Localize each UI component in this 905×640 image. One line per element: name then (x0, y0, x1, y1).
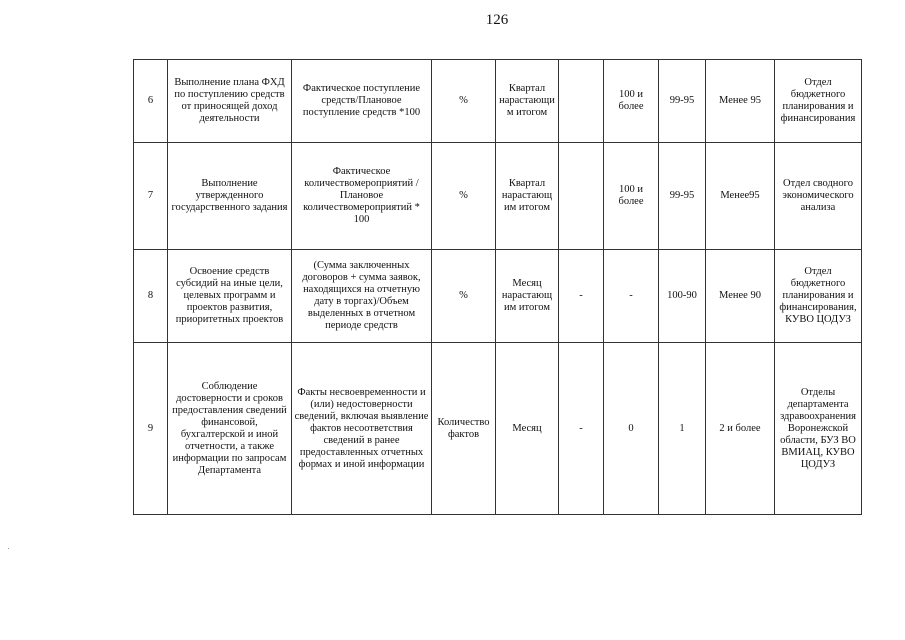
value-cell: Менее95 (706, 143, 775, 250)
value-cell: - (604, 250, 659, 343)
indicators-table (133, 59, 862, 515)
period-cell: Месяц нарастающ им итогом (496, 250, 559, 343)
value-cell: 100 и более (604, 60, 659, 143)
calculation-formula: (Сумма заключенных договоров + сумма заявок, находящихся на отчетную дату в торгах)/Объем выделенных в отчетном периоде средств (292, 250, 432, 343)
period-cell: Квартал нарастающ им итогом (496, 143, 559, 250)
value-cell: Менее 95 (706, 60, 775, 143)
unit-cell: Количество фактов (432, 343, 496, 515)
row-number: 9 (134, 343, 168, 515)
period-cell: Квартал нарастающи м итогом (496, 60, 559, 143)
calculation-formula: Фактическое поступление средств/Плановое поступление средств *100 (292, 60, 432, 143)
calculation-formula: Фактическое количествомероприятий /Плановое количествомероприятий * 100 (292, 143, 432, 250)
calculation-formula: Факты несвоевременности и (или) недостоверности сведений, включая выявление фактов несоответствия сведений в ранее предоставленных отчетных формах и иной информации (292, 343, 432, 515)
responsible-cell: Отдел бюджетного планирования и финансирования (775, 60, 862, 143)
row-number: 6 (134, 60, 168, 143)
indicator-name: Соблюдение достоверности и сроков предоставления сведений финансовой, бухгалтерской и иной отчетности, а также информации по запросам Департамента (168, 343, 292, 515)
value-cell: - (559, 250, 604, 343)
unit-cell: % (432, 143, 496, 250)
row-number: 7 (134, 143, 168, 250)
value-cell: 99-95 (659, 60, 706, 143)
responsible-cell: Отдел сводного экономического анализа (775, 143, 862, 250)
scan-speck (8, 548, 9, 549)
value-cell: Менее 90 (706, 250, 775, 343)
period-cell: Месяц (496, 343, 559, 515)
value-cell (559, 60, 604, 143)
indicator-name: Выполнение плана ФХД по поступлению средств от приносящей доход деятельности (168, 60, 292, 143)
row-number: 8 (134, 250, 168, 343)
value-cell: 100 и более (604, 143, 659, 250)
indicator-name: Выполнение утвержденного государственного задания (168, 143, 292, 250)
value-cell: 100-90 (659, 250, 706, 343)
value-cell: 0 (604, 343, 659, 515)
responsible-cell: Отделы департамента здравоохранения Воронежской области, БУЗ ВО ВМИАЦ, КУВО ЦОДУЗ (775, 343, 862, 515)
table-row (134, 343, 862, 515)
unit-cell: % (432, 60, 496, 143)
table-row (134, 250, 862, 343)
value-cell: 2 и более (706, 343, 775, 515)
value-cell: 1 (659, 343, 706, 515)
value-cell: - (559, 343, 604, 515)
value-cell (559, 143, 604, 250)
table-row (134, 60, 862, 143)
unit-cell: % (432, 250, 496, 343)
indicator-name: Освоение средств субсидий на иные цели, целевых программ и проектов развития, приоритетных проектов (168, 250, 292, 343)
responsible-cell: Отдел бюджетного планирования и финансирования, КУВО ЦОДУЗ (775, 250, 862, 343)
table-row (134, 143, 862, 250)
page-number: 126 (485, 12, 509, 28)
value-cell: 99-95 (659, 143, 706, 250)
